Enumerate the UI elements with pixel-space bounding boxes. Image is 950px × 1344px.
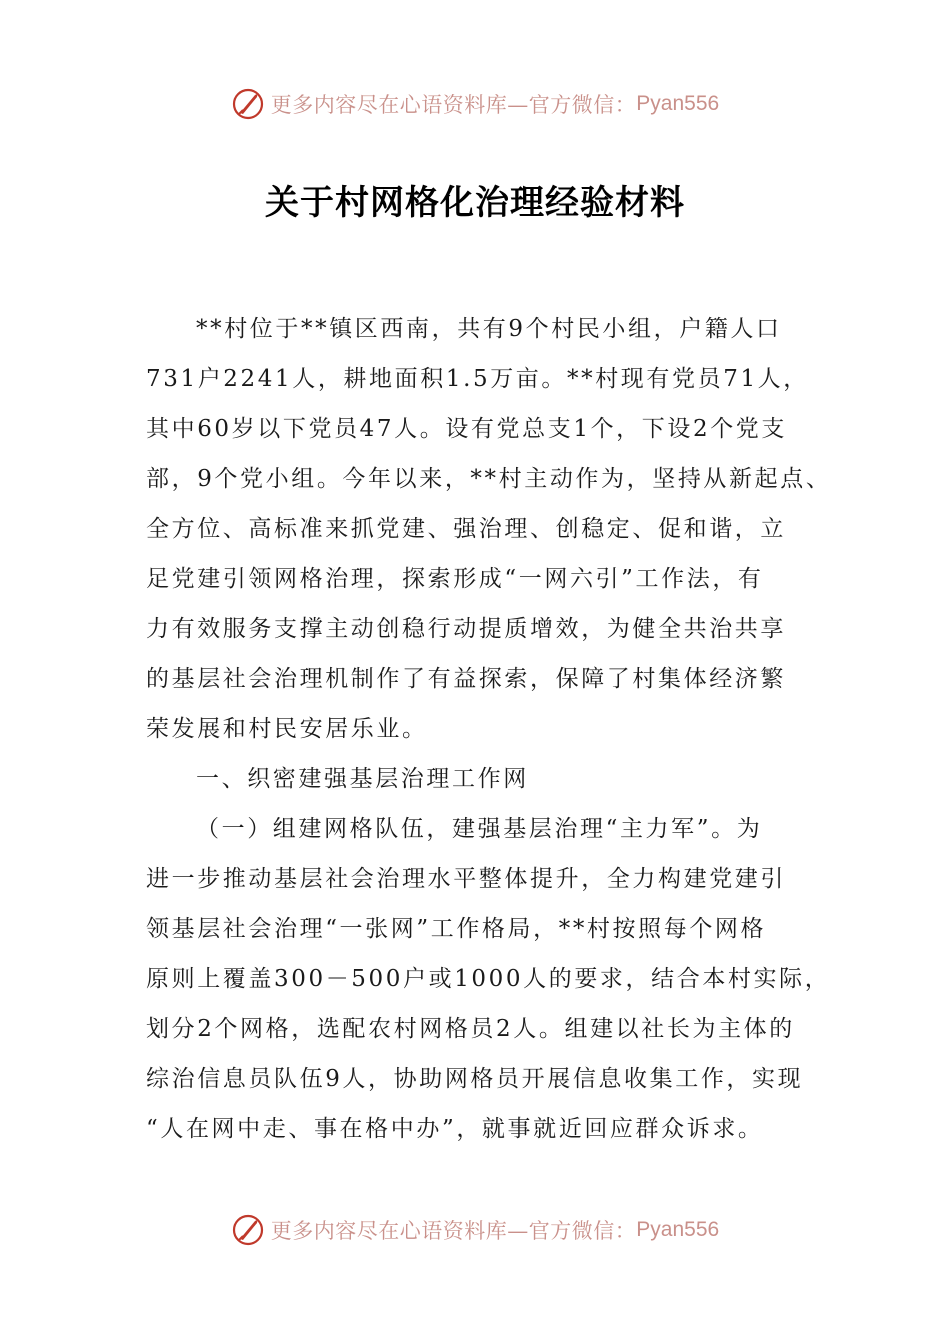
- document-title: 关于村网格化治理经验材料: [265, 183, 685, 223]
- paragraph-line: 领基层社会治理“一张网”工作格局，**村按照每个网格: [146, 916, 767, 942]
- paragraph-line: 综治信息员队伍9人，协助网格员开展信息收集工作，实现: [146, 1066, 804, 1092]
- paragraph-line: 其中60岁以下党员47人。设有党总支1个，下设2个党支: [146, 416, 787, 442]
- watermark-handle: Pyan556: [636, 1218, 720, 1241]
- quill-logo-icon: [231, 1213, 265, 1247]
- paragraph-line: “人在网中走、事在格中办”，就事就近回应群众诉求。: [146, 1116, 764, 1142]
- paragraph-line: （一）组建网格队伍，建强基层治理“主力军”。为: [196, 816, 763, 842]
- quill-logo-icon: [231, 87, 265, 121]
- paragraph-line: 进一步推动基层社会治理水平整体提升，全力构建党建引: [146, 866, 786, 892]
- paragraph-line: 足党建引领网格治理，探索形成“一网六引”工作法，有: [146, 566, 764, 592]
- paragraph-line: 荣发展和村民安居乐业。: [146, 716, 428, 742]
- watermark-footer: [0, 1208, 950, 1252]
- watermark-text: 更多内容尽在心语资料库—官方微信：: [270, 1219, 637, 1243]
- watermark-handle: Pyan556: [636, 92, 720, 115]
- section-heading: 一、织密建强基层治理工作网: [196, 766, 529, 792]
- watermark-text: 更多内容尽在心语资料库—官方微信：: [270, 93, 637, 117]
- paragraph-line: 部，9个党小组。今年以来，**村主动作为，坚持从新起点、: [146, 466, 832, 492]
- paragraph-line: **村位于**镇区西南，共有9个村民小组，户籍人口: [196, 316, 782, 342]
- watermark-header: [0, 82, 950, 126]
- paragraph-line: 原则上覆盖300－500户或1000人的要求，结合本村实际，: [146, 966, 831, 992]
- paragraph-line: 力有效服务支撑主动创稳行动提质增效，为健全共治共享: [146, 616, 786, 642]
- paragraph-line: 的基层社会治理机制作了有益探索，保障了村集体经济繁: [146, 666, 786, 692]
- paragraph-line: 划分2个网格，选配农村网格员2人。组建以社长为主体的: [146, 1016, 795, 1042]
- document-body: [146, 304, 832, 1154]
- paragraph-line: 全方位、高标准来抓党建、强治理、创稳定、促和谐，立: [146, 516, 786, 542]
- paragraph-line: 731户2241人，耕地面积1.5万亩。**村现有党员71人，: [146, 366, 809, 392]
